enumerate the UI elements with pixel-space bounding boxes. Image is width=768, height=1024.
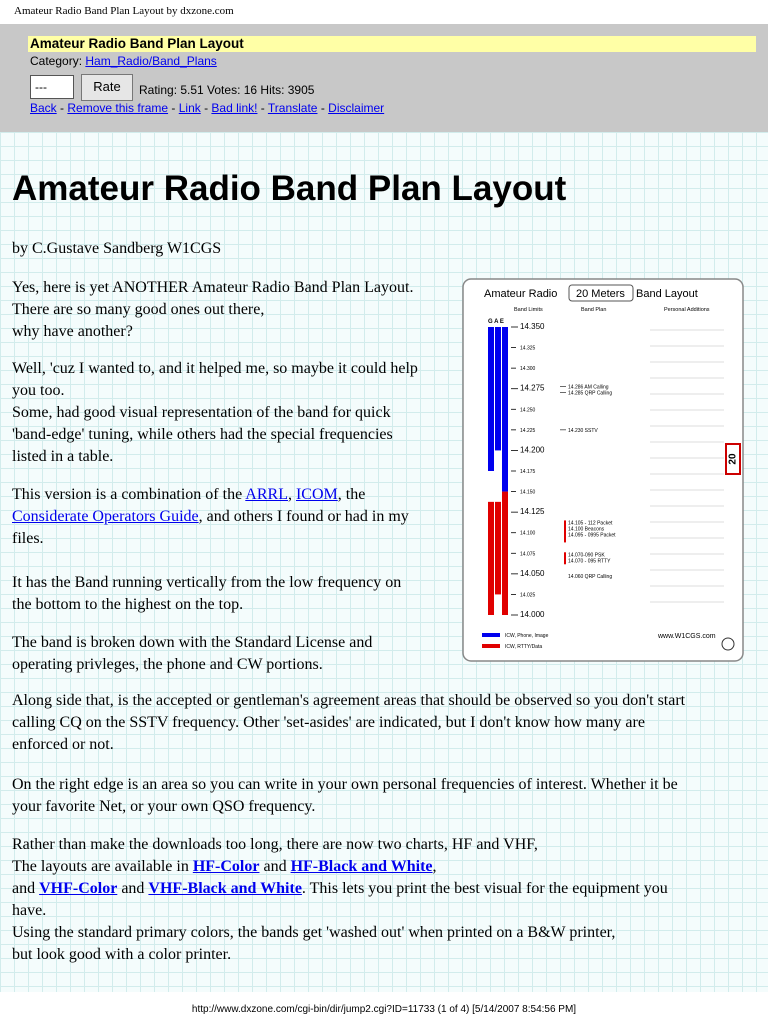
article-content xyxy=(0,132,768,992)
legend-cw: ICW, RTTY/Data xyxy=(505,644,543,650)
legend-swatch-phone xyxy=(482,633,500,637)
arrl-link[interactable]: ARRL xyxy=(245,486,288,503)
col-band-limits: Band Limits xyxy=(514,307,543,313)
col-band-plan: Band Plan xyxy=(581,307,607,313)
text-run: and xyxy=(12,880,40,897)
band-chart-title-left: Amateur Radio xyxy=(484,288,558,300)
tick-label: 14.100 xyxy=(520,530,536,537)
plan-note: 14.070 - 095 RTTY xyxy=(568,558,611,565)
legend-phone: ICW, Phone, Image xyxy=(505,633,549,639)
link-separator: - xyxy=(56,101,68,115)
band-plan-image xyxy=(462,278,744,662)
bar-phone-general xyxy=(488,327,494,471)
text-line: but look good with a color printer. xyxy=(12,946,232,963)
tick-label: 14.025 xyxy=(520,592,536,599)
text-line: Some, had good visual representation of the band for quick xyxy=(12,404,391,421)
text-line: Along side that, is the accepted or gentleman's agreement areas that should be observed so you don't start xyxy=(12,692,686,709)
text-line: operating privleges, the phone and CW portions. xyxy=(12,656,323,673)
band-chart-brand: www.W1CGS.com xyxy=(658,633,716,640)
text-run: , xyxy=(287,486,296,503)
plan-highlight-packet xyxy=(564,520,566,542)
vhf-black-white-link[interactable]: VHF-Black and White xyxy=(148,880,302,897)
paragraph-why xyxy=(12,358,418,468)
paragraph-agreement xyxy=(12,690,685,756)
text-line: 'band-edge' tuning, while others had the special frequencies xyxy=(12,426,393,443)
tick-label: 14.200 xyxy=(520,445,545,455)
text-line: On the right edge is an area so you can write in your own personal frequencies of interest. Whether it be xyxy=(12,776,678,793)
bar-cw-general xyxy=(488,502,494,615)
rate-button[interactable]: Rate xyxy=(81,74,133,101)
side-tab-label: 20 xyxy=(727,453,739,465)
print-footer: http://www.dxzone.com/cgi-bin/dir/jump2.cgi?ID=11733 (1 of 4) [5/14/2007 8:54:56 PM] xyxy=(0,1000,768,1024)
plan-note: 14.060 QRP Calling xyxy=(568,573,613,580)
category-link[interactable]: Ham_Radio/Band_Plans xyxy=(85,54,217,68)
plan-note: 14.095 - 0995 Packet xyxy=(568,532,616,539)
category-line xyxy=(30,54,217,69)
text-line: The band is broken down with the Standard License and xyxy=(12,634,373,651)
bar-phone-extra xyxy=(502,327,508,492)
text-run: , and others I found or had in my xyxy=(198,508,409,525)
considerate-operators-guide-link[interactable]: Considerate Operators Guide xyxy=(12,508,199,525)
text-run: and xyxy=(117,880,149,897)
category-label: Category: xyxy=(30,54,83,68)
tick-label: 14.175 xyxy=(520,469,536,475)
text-line: It has the Band running vertically from the low frequency on xyxy=(12,574,402,591)
band-chart-title-box-text: 20 Meters xyxy=(576,288,625,300)
text-line: Yes, here is yet ANOTHER Amateur Radio Band Plan Layout. xyxy=(12,279,414,296)
tick-label: 14.275 xyxy=(520,383,545,393)
link-separator: - xyxy=(257,101,268,115)
text-run: , xyxy=(432,858,437,875)
frame-links xyxy=(30,101,384,116)
paragraph-sources xyxy=(12,484,409,550)
plan-note: 14.070-090 PSK xyxy=(568,552,605,559)
bar-cw-extra xyxy=(502,492,508,615)
band-chart-title-right: Band Layout xyxy=(636,288,698,300)
rate-input[interactable] xyxy=(30,75,74,99)
page-title: Amateur Radio Band Plan Layout xyxy=(12,169,567,208)
text-run: files. xyxy=(12,530,44,547)
tick-label: 14.000 xyxy=(520,610,545,619)
plan-note: 14.286 AM Calling xyxy=(568,384,609,391)
text-line: you too. xyxy=(12,382,65,399)
tick-label: 14.350 xyxy=(520,322,545,331)
plan-note: 14.230 SSTV xyxy=(568,427,598,434)
paragraph-right-edge xyxy=(12,774,678,818)
text-run: and xyxy=(259,858,291,875)
bar-cw-advanced xyxy=(495,502,501,595)
text-line: There are so many good ones out there, xyxy=(12,301,265,318)
bar-phone-advanced xyxy=(495,327,501,450)
plan-note: 14.100 Beacons xyxy=(568,526,605,533)
link-separator: - xyxy=(317,101,329,115)
text-line: listed in a table. xyxy=(12,448,114,465)
col-personal-additions: Personal Additions xyxy=(664,307,710,313)
tick-label: 14.300 xyxy=(520,366,536,373)
tick-label: 14.075 xyxy=(520,551,536,558)
print-header: Amateur Radio Band Plan Layout by dxzone.com xyxy=(0,0,768,22)
text-run: The layouts are available in xyxy=(12,858,193,875)
tick-label: 14.250 xyxy=(520,407,536,414)
band-plan-svg xyxy=(462,278,744,662)
plan-note: 14.105 - 112 Packet xyxy=(568,520,613,527)
tick-label: 14.325 xyxy=(520,345,536,352)
text-line: Using the standard primary colors, the bands get 'washed out' when printed on a B&W printer, xyxy=(12,924,616,941)
text-line: enforced or not. xyxy=(12,736,114,753)
vhf-color-link[interactable]: VHF-Color xyxy=(39,880,118,897)
text-line: your favorite Net, or your own QSO frequency. xyxy=(12,798,316,815)
paragraph-downloads xyxy=(12,834,668,966)
hf-black-white-link[interactable]: HF-Black and White xyxy=(290,858,433,875)
plan-note: 14.285 QRP Calling xyxy=(568,390,613,397)
paragraph-breakdown xyxy=(12,632,372,676)
text-line: the bottom to the highest on the top. xyxy=(12,596,244,613)
text-line: Rather than make the downloads too long, there are now two charts, HF and VHF, xyxy=(12,836,538,853)
text-line: have. xyxy=(12,902,47,919)
paragraph-vertical xyxy=(12,572,401,616)
text-line: why have another? xyxy=(12,323,133,340)
paragraph-intro xyxy=(12,277,413,343)
tick-label: 14.225 xyxy=(520,427,536,434)
legend-swatch-cw xyxy=(482,644,500,648)
text-line: Well, 'cuz I wanted to, and it helped me, so maybe it could help xyxy=(12,360,418,377)
hf-color-link[interactable]: HF-Color xyxy=(192,858,260,875)
byline: by C.Gustave Sandberg W1CGS xyxy=(12,240,222,257)
text-run: . This lets you print the best visual for the equipment you xyxy=(301,880,668,897)
translate-link[interactable]: Translate xyxy=(267,101,318,115)
tick-label: 14.150 xyxy=(520,489,536,496)
text-run: , the xyxy=(337,486,366,503)
tick-label: 14.050 xyxy=(520,568,545,578)
remove-frame-link[interactable]: Remove this frame xyxy=(67,101,169,115)
plan-highlight-digital xyxy=(564,552,566,564)
frame-title: Amateur Radio Band Plan Layout xyxy=(28,36,756,52)
rating-stats: Rating: 5.51 Votes: 16 Hits: 3905 xyxy=(139,83,315,97)
text-run: This version is a combination of the xyxy=(12,486,246,503)
link-link[interactable]: Link xyxy=(178,101,201,115)
text-line: calling CQ on the SSTV frequency. Other 'set-asides' are indicated, but I don't know how many are xyxy=(12,714,645,731)
back-link[interactable]: Back xyxy=(30,101,57,115)
tick-label: 14.125 xyxy=(520,507,545,517)
license-letters: G A E xyxy=(488,319,504,325)
disclaimer-link[interactable]: Disclaimer xyxy=(328,101,385,115)
icom-link[interactable]: ICOM xyxy=(295,486,338,503)
link-separator: - xyxy=(168,101,179,115)
bad-link-link[interactable]: Bad link! xyxy=(211,101,258,115)
link-separator: - xyxy=(200,101,212,115)
dxzone-frame-bar xyxy=(0,24,768,132)
